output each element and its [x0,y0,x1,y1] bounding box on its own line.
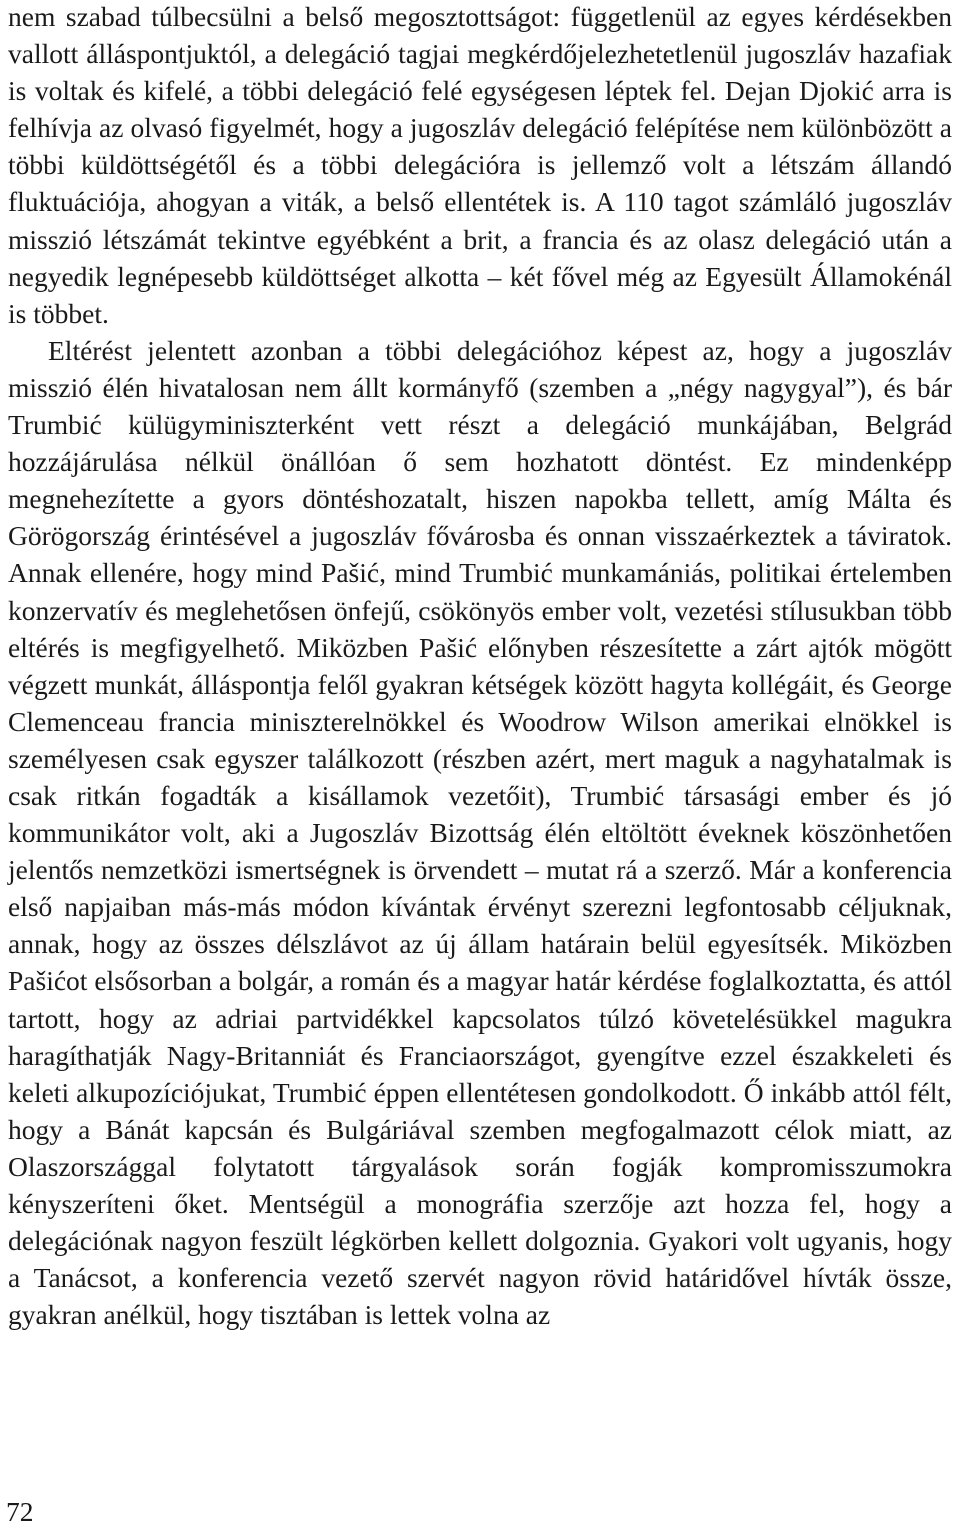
book-page [8,0,952,1531]
paragraph: Eltérést jelentett azonban a többi delegációhoz képest az, hogy a jugoszláv misszió élén hivatalosan nem állt kormányfő (szemben a „négy nagygyal”), és bár Trumbić külügyminiszterként vett részt a delegáció munkájában, Belgrád hozzájárulása nélkül önállóan ő sem hozhatott döntést. Ez mindenképp megnehezítette a gyors döntéshozatalt, hiszen napokba tellett, amíg Málta és Görögország érintésével a jugoszláv fővárosba és onnan visszaérkeztek a táviratok. Annak ellenére, hogy mind Pašić, mind Trumbić munkamániás, politikai értelemben konzervatív és meglehetősen önfejű, csökönyös ember volt, vezetési stílusukban több eltérés is megfigyelhető. Miközben Pašić előnyben részesítette a zárt ajtók mögött végzett munkát, álláspontja felől gyakran kétségek között hagyta kollégáit, és George Clemenceau francia miniszterelnökkel és Woodrow Wilson amerikai elnökkel is személyesen csak egyszer találkozott (részben azért, mert maguk a nagyhatalmak is csak ritkán fogadták a kisállamok vezetőit), Trumbić társasági ember és jó kommunikátor volt, aki a Jugoszláv Bizottság élén eltöltött éveknek köszönhetően jelentős nemzetközi ismertségnek is örvendett – mutat rá a szerző. Már a konferencia első napjaiban más-más módon kívántak érvényt szerezni legfontosabb céljuknak, annak, hogy az összes délszlávot az új állam határain belül egyesítsék. Miközben Pašićot elsősorban a bolgár, a román és a magyar határ kérdése foglalkoztatta, és attól tartott, hogy az adriai partvidékkel kapcsolatos túlzó követelésükkel magukra haragíthatják Nagy-Britanniát és Franciaországot, gyengítve ezzel északkeleti és keleti alkupozíciójukat, Trumbić éppen ellentétesen gondolkodott. Ő inkább attól félt, hogy a Bánát kapcsán és Bulgáriával szemben megfogalmazott célok miatt, az Olaszországgal folytatott tárgyalások során fogják kompromisszumokra kényszeríteni őket. Mentségül a monográfia szerzője azt hozza fel, hogy a delegációnak nagyon feszült légkörben kellett dolgoznia. Gyakori volt ugyanis, hogy a Tanácsot, a konferencia vezető szervét nagyon rövid határidővel hívták össze, gyakran anélkül, hogy tisztában is lettek volna az [8,334,952,1331]
paragraph-continuation: nem szabad túlbecsülni a belső megosztottságot: függetlenül az egyes kérdésekben vallott álláspontjuktól, a delegáció tagjai megkérdőjelezhetetlenül jugoszláv hazafiak is voltak és kifelé, a többi delegáció felé egységesen léptek fel. Dejan Djokić arra is felhívja az olvasó figyelmét, hogy a jugoszláv delegáció felépítése nem különbözött a többi küldöttségétől és a többi delegációra is jellemző volt a létszám állandó fluktuációja, ahogyan a viták, a belső ellentétek is. A 110 tagot számláló jugoszláv misszió létszámát tekintve egyébként a brit, a francia és az olasz delegáció után a negyedik legnépesebb küldöttséget alkotta – két fővel még az Egyesült Államokénál is többet. [8,1,952,329]
page-number: 72 [6,1496,34,1527]
